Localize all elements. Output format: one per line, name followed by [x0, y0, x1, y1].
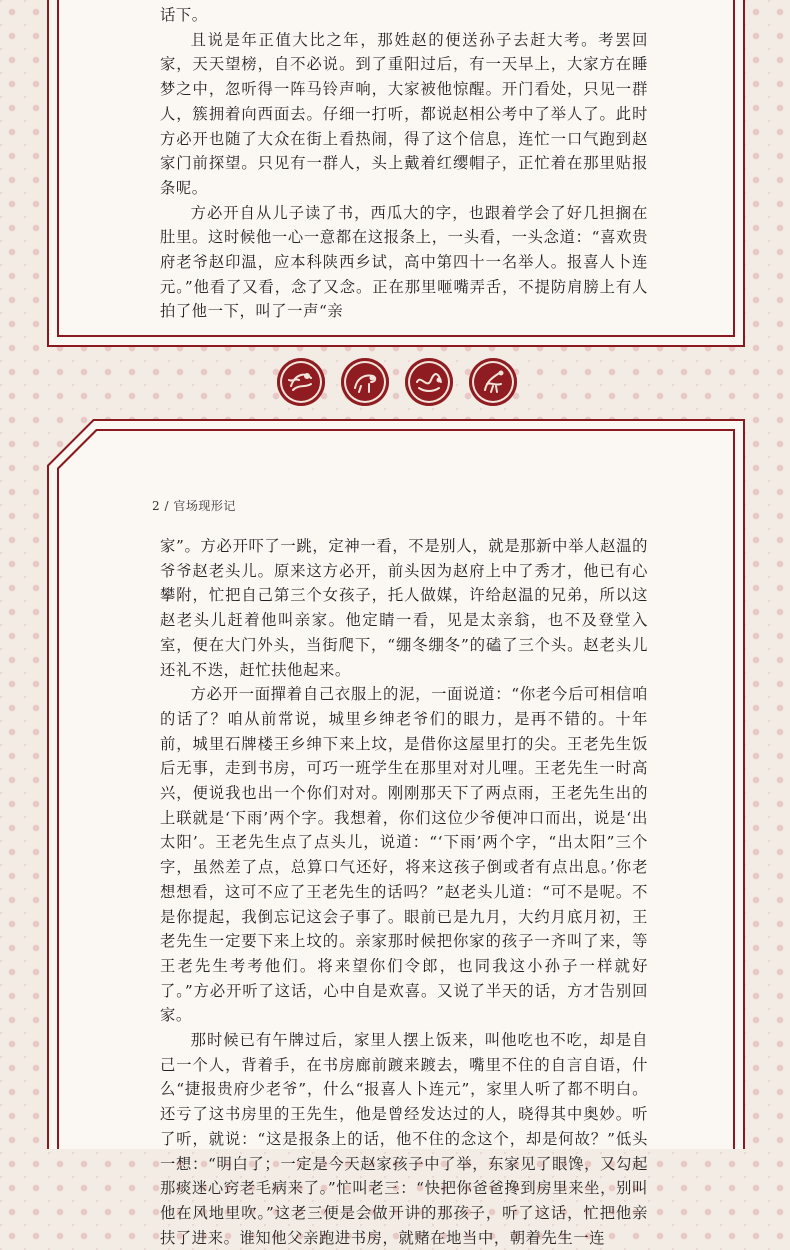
seal-row	[277, 358, 517, 408]
paragraph: 且说是年正值大比之年，那姓赵的便送孙子去赶大考。考罢回家，天天望榜，自不必说。到了重阳过后，有一天早上，大家方在睡梦之中，忽听得一阵马铃声响，大家被他惊醒。开门看处，只见一群人，簇拥着向西面去。仔细一打听，都说赵相公考中了举人了。此时方必开也随了大众在街上看热闹，得了这个信息，连忙一口气跑到赵家门前探望。只见有一群人，头上戴着红缨帽子，正忙着在那里贴报条呢。	[160, 30, 648, 197]
paragraph: 方必开自从儿子读了书，西瓜大的字，也跟着学会了好几担搁在肚里。这时候他一心一意都在这报条上，一头看，一头念道：“喜欢贵府老爷赵印温，应本科陕西乡试，高中第四十一名举人。报喜人卜连元。”他看了又看，念了又念。正在那里咂嘴弄舌，不提防肩膀上有人拍了他一下，叫了一声“亲	[160, 203, 648, 321]
phoenix-seal-icon	[277, 358, 325, 406]
paragraph: 方必开一面撣着自己衣服上的泥，一面说道：“你老今后可相信咱的话了？咱从前常说，城里乡绅老爷们的眼力，是再不错的。十年前，城里石牌楼王乡绅下来上坟，是借你这屋里打的尖。王老先生饭后无事，走到书房，可巧一班学生在那里对对儿哩。王老先生一时高兴，便说我也出一个你们对对。刚刚那天下了两点雨，王老先生出的上联就是‘下雨’两个字。我想着，你们这位少爷便冲口而出，说是‘出太阳’。王老先生点了点头儿，说道：“‘下雨’两个字，“出太阳”三个字，虽然差了点，总算口气还好，将来这孩子倒或者有点出息。’你老想想看，这可不应了王老先生的话吗？”赵老头儿道：“可不是呢。不是你提起，我倒忘记这会子事了。眼前已是九月，大约月底月初，王老先生一定要下来上坟的。亲家那时候把你家的孩子一齐叫了来，等王老先生考考他们。将来望你们令郎，也同我这小孙子一样就好了。”方必开听了这话，心中自是欢喜。又说了半天的话，方才告别回家。	[160, 685, 648, 1025]
book-title: 官场现形记	[173, 499, 236, 513]
paragraph: 那时候已有午牌过后，家里人摆上饭来，叫他吃也不吃，却是自己一个人，背着手，在书房廊前踱来踱去，嘴里不住的自言自语，什么“捷报贵府少老爷”，什么“报喜人卜连元”，家里人听了都不明白。还亏了这书房里的王先生，他是曾经发达过的人，晓得其中奥妙。听了听，就说：“这是报条上的话，他不住的念这个，却是何故？”低头一想：“明白了；一定是今天赵家孩子中了举，东家见了眼馋，又勾起那痰迷心窍老毛病来了。”忙叫老三：“快把你爸爸搀到房里来坐，别叫他在风地里吹。”这老三便是会做开讲的那孩子，听了这话，忙把他亲扶了进来。谁知他父亲跑进书房，就赌在地当中，朝着先生一连	[160, 1031, 648, 1247]
paragraph: 家”。方必开吓了一跳，定神一看，不是别人，就是那新中举人赵温的爷爷赵老头儿。原来这方必开，前头因为赵府上中了秀才，他已有心攀附，忙把自己第三个女孩子，托人做媒，许给赵温的兄弟，所以这赵老头儿赶着他叫亲家。他定睛一看，见是太亲翁，也不及登堂入室，便在大门外头，当街爬下，“绷冬绷冬”的磕了三个头。赵老头儿还礼不迭，赶忙扶他起来。	[160, 537, 648, 679]
top-page-text	[160, 3, 648, 324]
page-number: 2	[152, 499, 161, 513]
qilin-seal-icon	[341, 358, 389, 406]
dragon-seal-icon	[405, 358, 453, 406]
bottom-page-text	[160, 534, 648, 1250]
crane-seal-icon	[469, 358, 517, 406]
paragraph: 话下。	[160, 6, 208, 24]
header-separator: /	[164, 499, 170, 513]
running-header	[152, 497, 236, 514]
